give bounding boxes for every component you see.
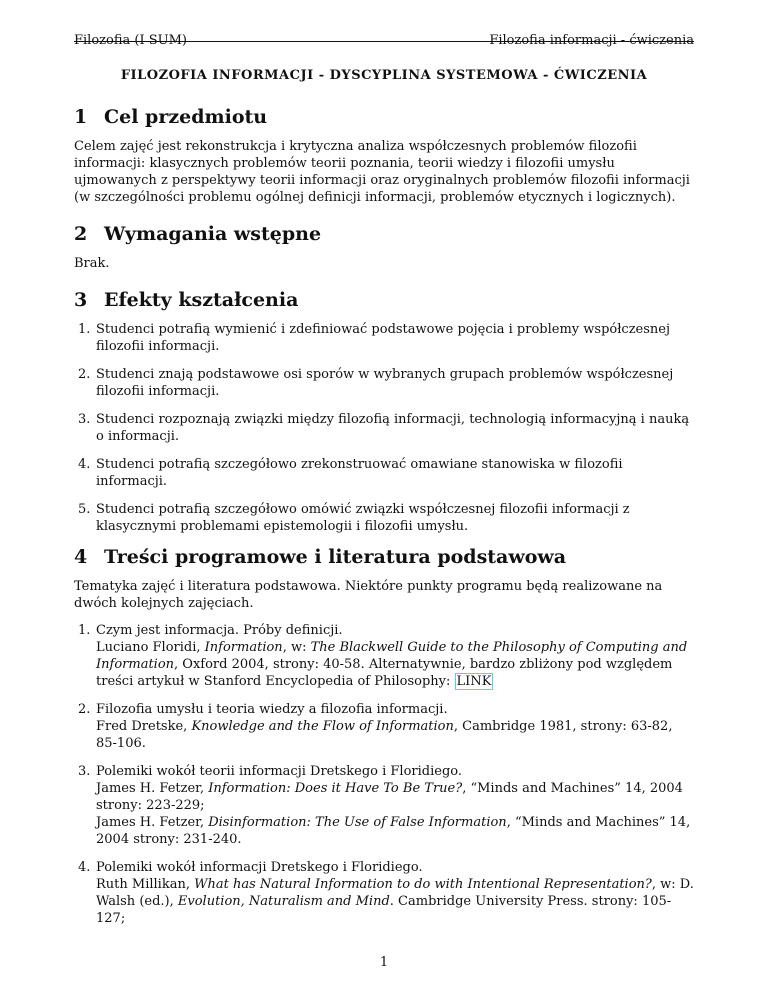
section-title: Cel przedmiotu <box>104 106 268 128</box>
section-title: Wymagania wstępne <box>104 223 322 245</box>
list-item-number: 4. <box>78 860 91 875</box>
section-wymagania <box>74 223 694 272</box>
section-title: Efekty kształcenia <box>104 289 299 311</box>
list-item <box>74 456 694 490</box>
list-item-number: 3. <box>78 764 91 779</box>
list-item-text: Studenci rozpoznają związki między filozofią informacji, technologią informacyjną i nauką o informacji. <box>96 412 690 444</box>
list-item <box>74 701 694 752</box>
section-title: Treści programowe i literatura podstawowa <box>104 546 567 568</box>
ref-author: James H. Fetzer, <box>96 815 209 830</box>
topic: Czym jest informacja. Próby definicji. <box>96 623 343 638</box>
list-item-text: Studenci znają podstawowe osi sporów w wybranych grupach problemów współczesnej filozofii informacji. <box>96 367 674 399</box>
section-heading <box>74 106 694 128</box>
topic: Polemiki wokół teorii informacji Dretskego i Floridiego. <box>96 764 462 779</box>
list-item-body <box>96 701 694 752</box>
list-item-body <box>96 859 694 927</box>
header-rule <box>74 41 694 42</box>
sep-link[interactable]: LINK <box>456 674 492 689</box>
page-number: 1 <box>379 955 389 970</box>
ref-title: Information <box>204 640 283 655</box>
list-item <box>74 366 694 400</box>
list-item-body <box>96 622 694 690</box>
ref-title: Knowledge and the Flow of Information <box>191 719 454 734</box>
section-heading <box>74 289 694 311</box>
section-paragraph: Celem zajęć jest rekonstrukcja i krytyczna analiza współczesnych problemów filozofii informacji: klasycznych problemów teorii poznania, teorii wiedzy i filozofii umysłu ujmowanych z perspektywy teorii informacji oraz oryginalnych problemów filozofii informacji (w szczególności problemu ogólnej definicji informacji, problemów etycznych i logicznych). <box>74 139 690 205</box>
list-item <box>74 859 694 927</box>
section-paragraph: Tematyka zajęć i literatura podstawowa. Niektóre punkty programu będą realizowane na dwóch kolejnych zajęciach. <box>74 579 663 611</box>
list-item-number: 1. <box>78 623 91 638</box>
list-item-body <box>96 763 694 848</box>
document-body <box>74 98 694 938</box>
list-item-number: 2. <box>78 367 91 382</box>
list-item <box>74 321 694 355</box>
topic: Polemiki wokół informacji Dretskego i Floridiego. <box>96 860 423 875</box>
ref-title: Disinformation: The Use of False Information <box>208 815 507 830</box>
document-title: FILOZOFIA INFORMACJI - DYSCYPLINA SYSTEMOWA - ĆWICZENIA <box>120 68 648 83</box>
ref-rest: . Cambridge University Press. strony: 105-127; <box>96 894 672 926</box>
section-number: 1 <box>74 106 88 128</box>
program-list <box>74 622 694 927</box>
section-paragraph: Brak. <box>74 256 110 271</box>
list-item-text: Studenci potrafią szczegółowo zrekonstruować omawiane stanowiska w filozofii informacji. <box>96 457 623 489</box>
list-item-text: Studenci potrafią wymienić i zdefiniować podstawowe pojęcia i problemy współczesnej filozofii informacji. <box>96 322 671 354</box>
ref-rest: , “Minds and Machines” 14, 2004 strony: 231-240. <box>96 815 691 847</box>
header-left: Filozofia (I SUM) <box>74 33 187 48</box>
section-heading <box>74 546 694 568</box>
ref-rest: , Oxford 2004, strony: 40-58. Alternatywnie, bardzo zbliżony pod względem treści artykuł w Stanford Encyclopedia of Philosophy: <box>96 657 673 689</box>
section-heading <box>74 223 694 245</box>
ref-mid: , w: <box>282 640 311 655</box>
list-item-number: 1. <box>78 322 91 337</box>
ref-author: Luciano Floridi, <box>96 640 205 655</box>
ref-rest: , Cambridge 1981, strony: 63-82, 85-106. <box>96 719 673 751</box>
section-tresci <box>74 546 694 927</box>
ref-mid: , w: D. Walsh (ed.), <box>96 877 694 909</box>
header-right: Filozofia informacji - ćwiczenia <box>489 33 694 48</box>
list-item-text: Studenci potrafią szczegółowo omówić związki współczesnej filozofii informacji z klasycznymi problemami epistemologii i filozofii umysłu. <box>96 502 630 534</box>
ref-author: Fred Dretske, <box>96 719 192 734</box>
running-header <box>74 26 694 48</box>
section-cel-przedmiotu <box>74 106 694 206</box>
list-item-number: 5. <box>78 502 91 517</box>
list-item <box>74 411 694 445</box>
ref-book: The Blackwell Guide to the Philosophy of Computing and Information <box>96 640 688 672</box>
list-item-number: 4. <box>78 457 91 472</box>
section-efekty <box>74 289 694 535</box>
outcomes-list <box>74 321 694 535</box>
topic: Filozofia umysłu i teoria wiedzy a filozofia informacji. <box>96 702 448 717</box>
section-number: 2 <box>74 223 88 245</box>
ref-rest: , “Minds and Machines” 14, 2004 strony: 223-229; <box>96 781 683 813</box>
ref-title: What has Natural Information to do with Intentional Representation? <box>194 877 652 892</box>
ref-book: Evolution, Naturalism and Mind <box>177 894 390 909</box>
section-number: 4 <box>74 546 88 568</box>
ref-title: Information: Does it Have To Be True? <box>208 781 463 796</box>
list-item <box>74 501 694 535</box>
list-item-number: 2. <box>78 702 91 717</box>
list-item-number: 3. <box>78 412 91 427</box>
list-item <box>74 622 694 690</box>
ref-author: Ruth Millikan, <box>96 877 195 892</box>
ref-author: James H. Fetzer, <box>96 781 209 796</box>
list-item <box>74 763 694 848</box>
section-number: 3 <box>74 289 88 311</box>
